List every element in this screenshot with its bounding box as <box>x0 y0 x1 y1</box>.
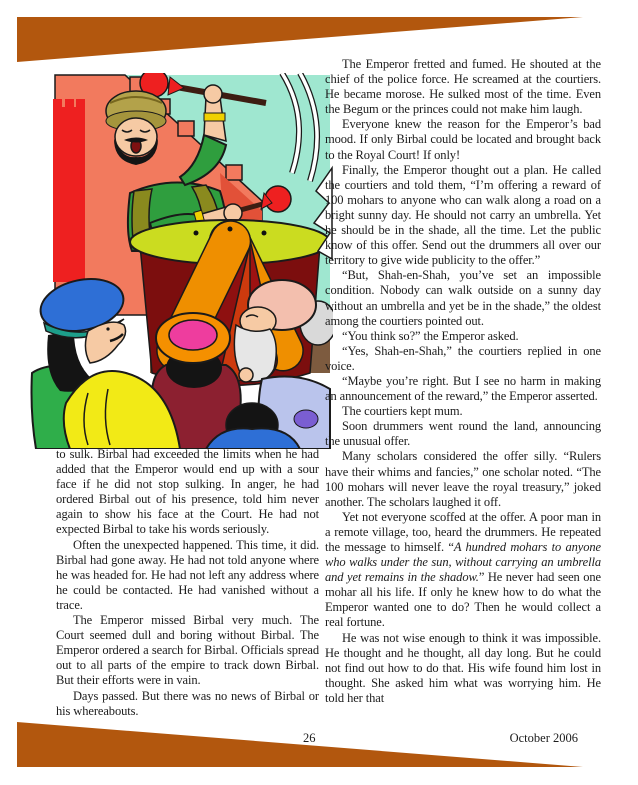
top-decoration-wedge <box>17 17 583 62</box>
issue-date: October 2006 <box>509 731 578 745</box>
story-paragraph: Soon drummers went round the land, announcing the unusual offer. <box>325 419 601 449</box>
story-paragraph: “Yes, Shah-en-Shah,” the courtiers replied in one voice. <box>325 343 601 373</box>
story-paragraph: The Emperor missed Birbal very much. The Court seemed dull and boring without Birbal. The Emperor ordered a search for Birbal. Officials spread out to all parts of the empire to track down Birbal. But their efforts were in vain. <box>56 613 319 688</box>
story-paragraph: Everyone knew the reason for the Emperor’s bad mood. If only Birbal could be located and brought back to the Royal Court! If only! <box>325 117 601 162</box>
story-paragraph: Often the unexpected happened. This time, it did. Birbal had gone away. He had not told anyone where he was headed for. He had not left any address where he could be contacted. He had vanished without a trace. <box>56 537 319 612</box>
story-paragraph: Many scholars considered the offer silly. “Rulers have their whims and fancies,” one scholar noted. “The 100 mohars will never leave the royal treasury,” joked another. The scholars laughed it off. <box>325 449 601 509</box>
story-paragraph: Finally, the Emperor thought out a plan. He called the courtiers and told them, “I’m offering a reward of 100 mohars to anyone who can walk along a road on a bright sunny day. He should not carry an umbrella. Yet he should be in the shade, all the time. Let the public know of this offer. Send out the drummers all over our territory to give wide publicity to the offer.” <box>325 162 601 268</box>
story-paragraph: Days passed. But there was no news of Birbal or his whereabouts. <box>56 688 319 718</box>
story-paragraph: “But, Shah-en-Shah, you’ve set an impossible condition. Nobody can walk outside on a sunny day without an umbrella and yet be in the shade,” the oldest among the courtiers pointed out. <box>325 268 601 328</box>
story-paragraph: “You think so?” the Emperor asked. <box>342 328 519 343</box>
story-illustration <box>30 73 333 449</box>
story-paragraph <box>325 510 601 631</box>
left-text-column <box>56 447 319 719</box>
right-text-column <box>325 57 601 706</box>
page-number: 26 <box>303 731 316 745</box>
story-paragraph: He was not wise enough to think it was impossible. He thought and he thought, all day long. But he could not find out how to do that. His wife found him lost in thought. She asked him what was worrying him. He told her that <box>325 630 601 705</box>
quoted-announcement: A hundred mohars to anyone who walks under the sun, without carrying an umbrella and yet remains in the shadow. <box>325 540 601 585</box>
paragraph-part: Yet not everyone scoffed at the offer. A poor man in a remote village, too, heard the drummers. He repeated the message to himself. “ <box>325 509 601 554</box>
story-paragraph: The courtiers kept mum. <box>342 404 463 419</box>
story-paragraph: to sulk. Birbal had exceeded the limits when he had added that the Emperor would end up with a sour face if he did not stop sulking. In anger, he had ordered Birbal out of his presence, told him never again to show his face at the Court. He had not expected Birbal to take his words seriously. <box>56 447 319 537</box>
story-paragraph: “Maybe you’re right. But I see no harm in making an announcement of the reward,” the Emperor asserted. <box>325 373 601 404</box>
paragraph-part: ” He never had seen one mohar all his life. If only he knew how to do what the Emperor wanted one to do? Then he would collect a real fortune. <box>325 570 602 630</box>
story-paragraph: The Emperor fretted and fumed. He shouted at the chief of the police force. He screamed at the courtiers. He became morose. He sulked most of the time. Even the Begum or the princes could not make him laugh. <box>325 57 601 117</box>
